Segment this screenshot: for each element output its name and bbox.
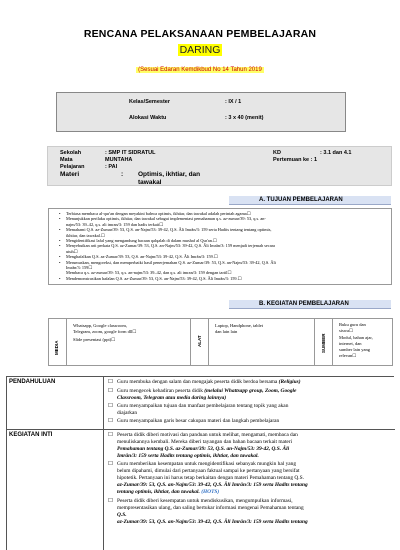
alat-item: Laptop, Handphone, tablet (215, 323, 263, 328)
pendahuluan-item-cont: diajarkan (117, 410, 138, 416)
sumber-item: relevan☐ (339, 353, 357, 358)
sekolah-value: : SMP IT SIDRATUL (105, 150, 156, 156)
pendahuluan-item: ☐ Guru mengecek kehadiran peserta didik (melalui Whattsapp group, Zoom, Google (108, 388, 394, 395)
kd-label: KD (273, 150, 281, 156)
list-item: ikhtiar, dan tawakal.☐ (66, 232, 105, 238)
class-info-box (56, 92, 346, 132)
inti-item-cont: az-Zumar/39: 53, Q.S. an-Najm/53: 39-42, Q.S. Âli Imrân/3: 159 serta Hadits tentang (117, 482, 308, 488)
list-item: Imrân/3: 159☐ (66, 265, 93, 271)
pertemuan-label: Pertemuan ke : 1 (273, 157, 318, 163)
sumber-item: internet, dan (339, 341, 362, 346)
kelas-label: Kelas/Semester (129, 99, 170, 105)
list-item: • Menghafalkan Q.S. az-Zumar/39: 53, Q.S. an-Najm/53: 39-42, Q.S. Âli Imrân/3: 159.☐ (59, 254, 385, 259)
inti-item-cont: Imrân/3: 159 serta Hadits tentang optimis, ikhtiar, dan tawakal. (117, 453, 259, 459)
pendahuluan-label: PENDAHULUAN (9, 379, 56, 385)
sumber-item: siswa☐ (339, 328, 354, 333)
alokasi-label: Alokasi Waktu (129, 115, 167, 121)
materi-value-2: tawakal (138, 179, 162, 186)
inti-item-cont: mempresentasikan ulang, dan saling bertukar informasi mengenai Pemahaman tentang (117, 505, 304, 511)
section-a-heading: A. TUJUAN PEMBELAJARAN (229, 196, 391, 205)
list-item: • Menyebutkan arti perkata Q.S. az-Zumar/39: 53, Q.S. an-Najm/53: 39-42, Q.S. Âli Imrân/3: 159 menjadi terjemah secara (59, 243, 385, 248)
list-item: • Terbiasa membaca al-qur'an dengan meyakini bahwa optimis, ikhtiar, dan tawakal adalah perintah agama☐ (59, 211, 385, 216)
media-table (48, 318, 393, 366)
alat-items-cell (209, 319, 315, 365)
materi-value-1: Optimis, ikhtiar, dan (138, 171, 201, 178)
inti-label: KEGIATAN INTI (9, 432, 53, 438)
sumber-item: sumber lain yang (339, 347, 370, 352)
row-divider (7, 429, 395, 430)
materi-label: Materi (60, 171, 80, 178)
mapel-value: : PAI (105, 164, 118, 170)
list-item: • Mendemonstrasikan hafalan Q.S. az-Zumar/39: 53, Q.S. an-Najm/53: 39-42, Q.S. Âli Imrân/3: 159.☐ (59, 276, 385, 281)
inti-item: ☐ Peserta didik diberi kesempatan untuk mendiskusikan, mengumpulkan informasi, (108, 498, 394, 505)
document-header (0, 28, 400, 76)
column-divider (103, 377, 104, 550)
inti-item-cont: belum dipahami, dimulai dari pertanyaan faktual sampai ke pertanyaan yang bersifat (117, 468, 300, 474)
materi-colon: : (121, 171, 124, 178)
inti-item-cont: Pemahaman tentang Q.S. az-Zumar/39: 53, Q.S. an-Najm/53: 39-42, Q.S. Âli (117, 446, 290, 452)
basis-note: (Sesuai Edaran Kemdikbud No 14 Tahun 2019 (138, 67, 262, 73)
inti-item-cont: hipotetik. Pertanyaan ini harus tetap berkaitan dengan materi Pemahaman tentang Q.S. (117, 475, 304, 481)
document-title: RENCANA PELAKSANAAN PEMBELAJARAN (83, 28, 317, 40)
media-item: Whatsapp, Google classroom, (73, 323, 127, 328)
media-label-cell (49, 319, 67, 365)
sumber-item: Buku guru dan (339, 322, 366, 327)
inti-item-cont: menuliskannya kembali. Mereka diberi tayangan dan bahan bacaan terkait materi (117, 439, 293, 445)
media-label: MEDIA (54, 340, 59, 355)
kegiatan-table (6, 376, 394, 550)
hots-tag: (HOTS) (201, 489, 220, 495)
mode-label: DARING (179, 44, 221, 56)
alat-label: ALAT (197, 335, 202, 347)
media-item: Telegram, zoom, google form dll☐ (73, 329, 137, 334)
media-items-cell (67, 319, 191, 365)
list-item: • Mengidentifikasi lafal yang mengandung bacaan qalqalah di dalam mushaf al Qur'an.☐ (59, 238, 385, 243)
inti-item: ☐ Peserta didik diberi motivasi dan panduan untuk melihat, mengamati, membaca dan (108, 432, 394, 439)
inti-item-cont: Q.S. (117, 512, 127, 518)
sumber-label-cell (315, 319, 333, 365)
pendahuluan-item: ☐ Guru menyampaikan garis besar cakupan materi dan langkah pembelajaran (108, 418, 394, 425)
alat-item: dan lain lain (215, 329, 238, 334)
inti-item-cont: az-Zumar/39: 53, Q.S. an-Najm/53: 39-42, Q.S. Âli Imrân/3: 159 serta Hadits tentang (117, 519, 308, 525)
sumber-label: SUMBER (321, 333, 326, 353)
kelas-value: : IX / 1 (225, 99, 242, 105)
kd-value: : 3.1 dan 4.1 (320, 150, 352, 156)
alat-label-cell (191, 319, 209, 365)
mapel-label-1: Mata (60, 157, 73, 163)
alokasi-value: : 3 x 40 (menit) (225, 115, 264, 121)
tujuan-list (48, 208, 392, 285)
list-item: • Memahami Q.S. az-Zumar/39: 53, Q.S. an-Najm/53: 39-42, Q.S. Âli Imrân/3: 159 serta Hadits tentang tentang optimis, (59, 227, 385, 232)
mapel-label-2: Pelajaran (60, 164, 85, 170)
list-item: • Menunjukkan perilaku optimis, ikhtiar, dan tawakal sebagai implementasi pemahaman q.s. az-zumar/39: 53, q.s. an- (59, 216, 385, 221)
sumber-item: Modul, bahan ajar, (339, 335, 373, 340)
section-b-heading: B. KEGIATAN PEMBELAJARAN (229, 300, 391, 309)
inti-item: ☐ Guru memberikan kesempatan untuk mengidentifikasi sebanyak mungkin hal yang (108, 461, 394, 468)
sekolah-value-2: MUNTAHA (105, 157, 133, 163)
list-item: Membaca q.s. az-zumar/39: 53, q.s. an-najm/53: 39–42, dan q.s. ali imran/3: 159 dengan tartil☐ (66, 270, 232, 276)
pendahuluan-item: ☐ Guru membuka dengan salam dan mengajak peserta didik berdoa bersama (Religius) (108, 379, 394, 386)
list-item: utuh☐ (66, 248, 78, 254)
sekolah-label: Sekolah (60, 150, 82, 156)
inti-item-cont: tentang optimis, ikhtiar, dan tawakal. (HOTS) (117, 489, 220, 495)
list-item: • Merumuskan, mengoreksi, dan memperbaiki hasil penerjemahan Q.S. az-Zumar/39: 53, Q.S. an-Najm/53: 39-42, Q.S. Âli (59, 260, 385, 265)
sumber-items-cell (333, 319, 393, 365)
media-item: Slide presentasi (ppt)☐ (73, 337, 116, 342)
pendahuluan-item-cont: Classroom, Telegram atau media daring lainnya) (117, 395, 227, 401)
list-item: najm/53: 39–42, q.s. ali imran/3: 159 dan hadis terkait☐ (66, 221, 164, 227)
identity-box (47, 146, 392, 186)
pendahuluan-item: ☐ Guru menyampaikan tujuan dan manfaat pembelajaran tentang topik yang akan (108, 403, 394, 410)
